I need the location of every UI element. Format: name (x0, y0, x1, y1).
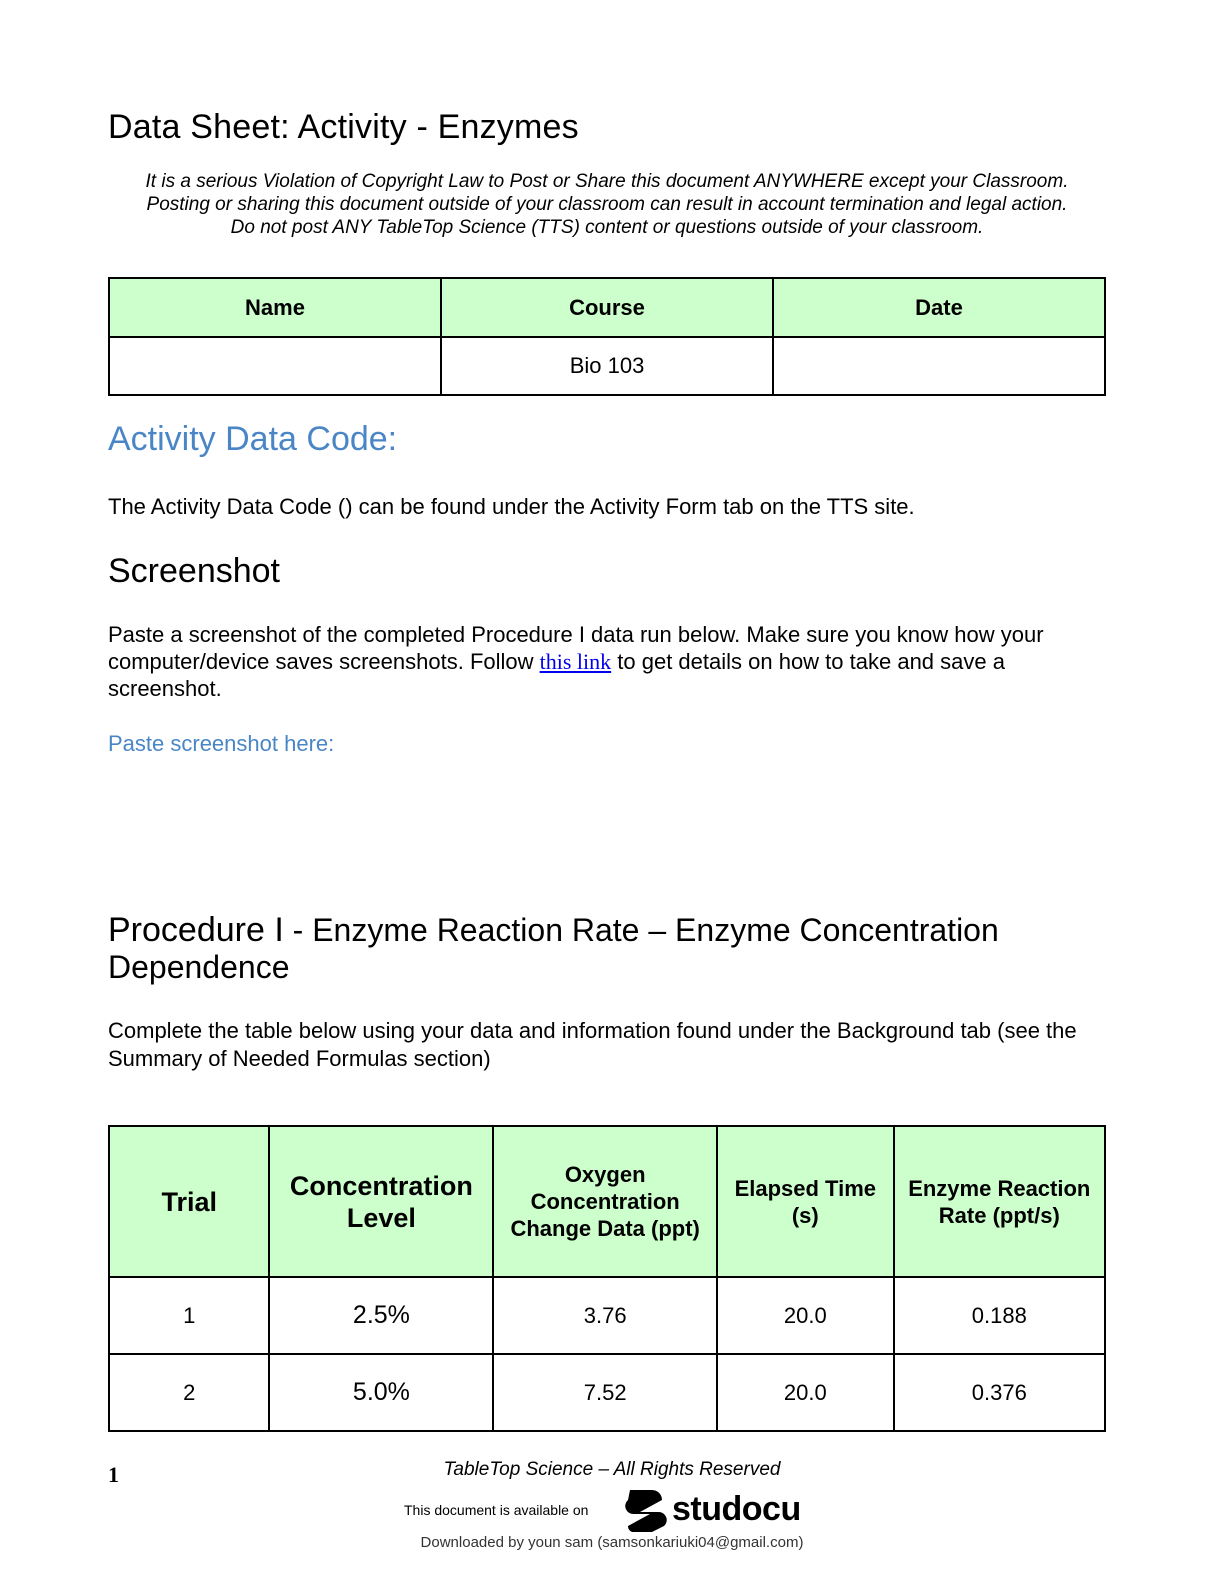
page-number: 1 (108, 1462, 119, 1487)
elapsed-time-cell[interactable]: 20.0 (717, 1354, 894, 1431)
name-cell[interactable] (109, 337, 441, 395)
date-cell[interactable] (773, 337, 1105, 395)
available-on-text: This document is available on (404, 1502, 589, 1518)
student-info-table (108, 277, 1106, 396)
studocu-banner[interactable] (404, 1486, 824, 1536)
table-row (109, 1277, 1105, 1354)
reaction-rate-cell[interactable]: 0.376 (894, 1354, 1105, 1431)
studocu-logo-icon (622, 1486, 670, 1536)
screenshot-instructions (108, 621, 1106, 702)
procedure-text: Complete the table below using your data and information found under the Background tab (see the Summary of Needed Formulas section) (108, 1018, 1077, 1071)
table-row (109, 1354, 1105, 1431)
notice-line-3: Do not post ANY TableTop Science (TTS) content or questions outside of your classroom. (230, 217, 984, 238)
paste-screenshot-label[interactable]: Paste screenshot here: (108, 731, 335, 756)
copyright-notice (108, 170, 1106, 239)
enzyme-data-table (108, 1125, 1106, 1432)
name-header: Name (109, 278, 441, 337)
procedure-heading-rest: - Enzyme Reaction Rate – Enzyme Concentration Dependence (108, 912, 999, 985)
course-header: Course (441, 278, 773, 337)
elapsed-time-cell[interactable]: 20.0 (717, 1277, 894, 1354)
concentration-level-header: Concentration Level (269, 1126, 493, 1277)
concentration-cell[interactable]: 5.0% (269, 1354, 493, 1431)
instructions-text-before: Paste a screenshot of the completed Procedure I data run below. Make sure you know how your computer/device saves screenshots. Follow (108, 622, 1044, 674)
elapsed-time-header: Elapsed Time (s) (717, 1126, 894, 1277)
oxygen-change-cell[interactable]: 3.76 (493, 1277, 717, 1354)
trial-cell: 1 (109, 1277, 269, 1354)
trial-header: Trial (109, 1126, 269, 1277)
procedure-heading (108, 912, 1106, 986)
reaction-rate-header: Enzyme Reaction Rate (ppt/s) (894, 1126, 1105, 1277)
instructions-text-after: to get details on how to take and save a screenshot. (108, 649, 1005, 701)
procedure-heading-first: Procedure I (108, 911, 284, 949)
studocu-brand: studocu (672, 1490, 801, 1528)
trial-cell: 2 (109, 1354, 269, 1431)
downloaded-by: Downloaded by youn sam (samsonkariuki04@gmail.com) (420, 1534, 804, 1551)
activity-code-heading: Activity Data Code: (108, 420, 398, 458)
page-title: Data Sheet: Activity - Enzymes (108, 108, 579, 146)
screenshot-help-link[interactable]: this link (539, 649, 612, 674)
screenshot-heading: Screenshot (108, 552, 280, 590)
concentration-cell[interactable]: 2.5% (269, 1277, 493, 1354)
rights-reserved: TableTop Science – All Rights Reserved (443, 1459, 781, 1480)
reaction-rate-cell[interactable]: 0.188 (894, 1277, 1105, 1354)
date-header: Date (773, 278, 1105, 337)
oxygen-change-header: Oxygen Concentration Change Data (ppt) (493, 1126, 717, 1277)
course-cell[interactable]: Bio 103 (441, 337, 773, 395)
activity-code-text: The Activity Data Code () can be found under the Activity Form tab on the TTS site. (108, 494, 915, 519)
notice-line-1: It is a serious Violation of Copyright Law to Post or Share this document ANYWHERE except your Classroom. (145, 171, 1069, 192)
oxygen-change-cell[interactable]: 7.52 (493, 1354, 717, 1431)
notice-line-2: Posting or sharing this document outside of your classroom can result in account termination and legal action. (146, 194, 1068, 215)
